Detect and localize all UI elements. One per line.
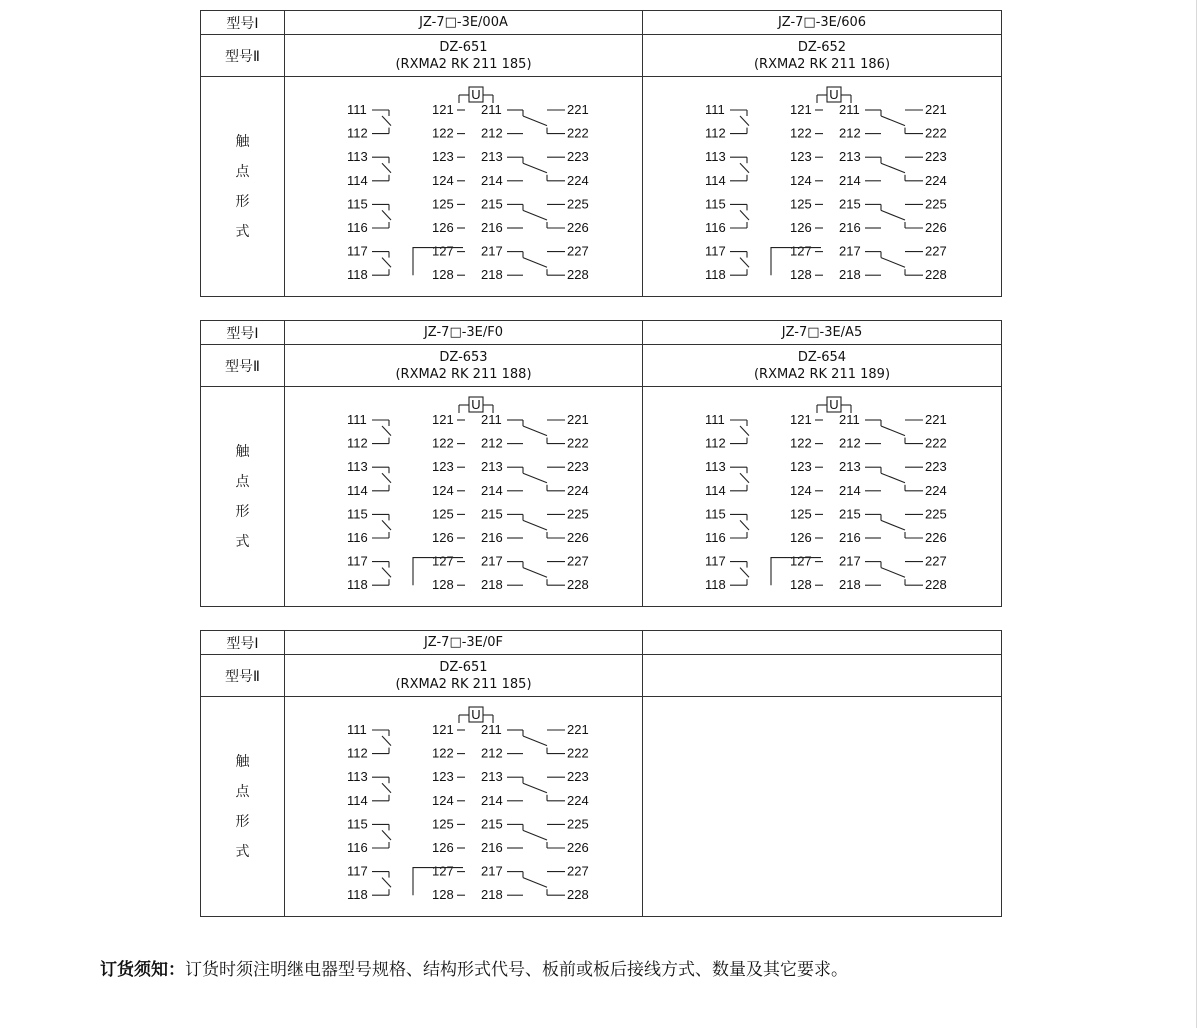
- terminal-label: 115: [705, 196, 726, 212]
- terminal-label: 216: [481, 840, 503, 855]
- type2-reference: (RXMA2 RK 211 189): [753, 366, 891, 382]
- contact-wire: [523, 878, 547, 888]
- contact-wire: [382, 878, 391, 888]
- terminal-label: 227: [925, 553, 947, 569]
- terminal-label: 124: [432, 482, 454, 498]
- contact-wire: [740, 473, 749, 483]
- contact-wire: [740, 210, 749, 220]
- terminal-label: 126: [432, 530, 454, 545]
- terminal-label: 114: [347, 172, 368, 188]
- contact-form-char: 式: [235, 223, 250, 240]
- terminal-label: 211: [481, 412, 502, 427]
- terminal-label: 222: [567, 125, 589, 141]
- contact-wire: [382, 473, 391, 483]
- terminal-label: 114: [347, 792, 368, 808]
- terminal-label: 214: [481, 172, 503, 188]
- terminal-label: 222: [925, 125, 947, 141]
- spec-table-1: [200, 10, 1002, 297]
- type1-label: 型号Ⅰ: [201, 321, 285, 345]
- terminal-label: 112: [347, 125, 368, 141]
- contact-form-label: [201, 387, 285, 607]
- type2-row: [201, 35, 1002, 77]
- terminal-label: 221: [925, 412, 947, 427]
- terminal-label: 121: [790, 412, 812, 427]
- terminal-label: 216: [481, 530, 503, 545]
- contact-wire: [382, 520, 391, 530]
- contact-wire: [523, 473, 547, 483]
- contact-wire: [382, 568, 391, 578]
- terminal-label: 118: [347, 267, 368, 283]
- contact-diagram: [285, 697, 643, 916]
- contact-diagram: [285, 387, 643, 606]
- terminal-label: 218: [481, 887, 503, 903]
- contact-wire: [740, 568, 749, 578]
- terminal-label: 216: [839, 220, 861, 235]
- terminal-label: 113: [705, 459, 726, 475]
- terminal-label: 226: [925, 220, 947, 235]
- type1-label: 型号Ⅰ: [201, 11, 285, 35]
- terminal-label: 115: [347, 816, 368, 832]
- type2-row: [201, 655, 1002, 697]
- terminal-label: 218: [839, 267, 861, 283]
- type2-value-right: [643, 35, 1002, 77]
- type2-model: DZ-651: [439, 39, 488, 55]
- contact-wire: [382, 116, 391, 126]
- contact-form-char: 形: [235, 813, 250, 830]
- terminal-label: 228: [567, 577, 589, 593]
- terminal-label: 124: [790, 172, 812, 188]
- contact-form-char: 触: [235, 753, 250, 770]
- terminal-label: 122: [432, 745, 454, 761]
- terminal-label: 116: [705, 220, 726, 235]
- terminal-label: 122: [432, 125, 454, 141]
- contact-wire: [881, 520, 905, 530]
- terminal-label: 111: [705, 412, 725, 427]
- type1-row: [201, 321, 1002, 345]
- terminal-label: 225: [925, 196, 947, 212]
- terminal-label: 227: [567, 243, 589, 259]
- terminal-label: 128: [432, 887, 454, 903]
- terminal-label: 222: [567, 435, 589, 451]
- contact-wire: [881, 258, 905, 268]
- terminal-label: 127: [432, 243, 454, 259]
- terminal-label: 124: [790, 482, 812, 498]
- terminal-label: 117: [347, 243, 368, 259]
- type2-model: DZ-651: [439, 659, 488, 675]
- type1-label: 型号Ⅰ: [201, 631, 285, 655]
- terminal-label: 226: [567, 220, 589, 235]
- type2-value-left: [285, 345, 643, 387]
- terminal-label: 222: [567, 745, 589, 761]
- terminal-label: 225: [567, 816, 589, 832]
- terminal-label: 123: [790, 149, 812, 165]
- terminal-label: 212: [481, 745, 503, 761]
- contact-wire: [523, 520, 547, 530]
- terminal-label: 213: [481, 459, 503, 475]
- terminal-label: 124: [432, 172, 454, 188]
- terminal-label: 223: [567, 459, 589, 475]
- terminal-label: 212: [839, 125, 861, 141]
- contact-diagram-cell-left: [285, 77, 643, 297]
- contact-form-char: 点: [235, 163, 250, 180]
- terminal-label: 112: [705, 435, 726, 451]
- type2-model: DZ-653: [439, 349, 488, 365]
- contact-wire: [523, 163, 547, 173]
- contact-wire: [881, 210, 905, 220]
- terminal-label: 215: [481, 506, 503, 522]
- terminal-label: 127: [432, 553, 454, 569]
- terminal-label: 226: [925, 530, 947, 545]
- terminal-label: 216: [839, 530, 861, 545]
- terminal-label: 113: [347, 459, 368, 475]
- terminal-label: 111: [347, 722, 367, 737]
- terminal-label: 224: [567, 792, 589, 808]
- spec-table-3: [200, 630, 1002, 917]
- terminal-label: 213: [481, 769, 503, 785]
- contact-form-char: 式: [235, 533, 250, 550]
- terminal-label: 123: [432, 459, 454, 475]
- terminal-label: 217: [481, 243, 503, 259]
- type2-model: DZ-652: [797, 39, 847, 55]
- terminal-label: 123: [432, 149, 454, 165]
- type1-value-right: JZ-7□-3E/A5: [643, 321, 1002, 345]
- type1-row: [201, 631, 1002, 655]
- terminal-label: 121: [432, 412, 454, 427]
- terminal-label: 123: [790, 459, 812, 475]
- terminal-label: 128: [790, 267, 812, 283]
- contact-wire: [382, 210, 391, 220]
- terminal-label: 126: [432, 840, 454, 855]
- order-notice-title: 订货须知：: [100, 960, 185, 980]
- terminal-label: 215: [481, 816, 503, 832]
- contact-diagram: [643, 77, 1001, 296]
- terminal-label: 112: [347, 435, 368, 451]
- type1-value-right: [643, 631, 1002, 655]
- type1-value-left: JZ-7□-3E/F0: [285, 321, 643, 345]
- type2-row: [201, 345, 1002, 387]
- terminal-label: 211: [481, 102, 502, 117]
- terminal-label: 121: [432, 722, 454, 737]
- coil-label: U: [471, 707, 481, 722]
- terminal-label: 224: [567, 482, 589, 498]
- terminal-label: 215: [481, 196, 503, 212]
- terminal-label: 128: [432, 577, 454, 593]
- contact-wire: [523, 116, 547, 126]
- terminal-label: 125: [790, 506, 812, 522]
- terminal-label: 221: [567, 412, 589, 427]
- terminal-label: 127: [790, 553, 812, 569]
- terminal-label: 218: [481, 577, 503, 593]
- terminal-label: 111: [705, 102, 725, 117]
- coil-label: U: [829, 87, 839, 102]
- terminal-label: 212: [481, 125, 503, 141]
- contact-form-char: 触: [235, 133, 250, 150]
- terminal-label: 128: [790, 577, 812, 593]
- coil-label: U: [471, 397, 481, 412]
- terminal-label: 124: [432, 792, 454, 808]
- terminal-label: 116: [347, 840, 368, 855]
- terminal-label: 116: [347, 220, 368, 235]
- terminal-label: 217: [839, 243, 861, 259]
- terminal-label: 112: [705, 125, 726, 141]
- terminal-label: 111: [347, 412, 367, 427]
- terminal-label: 213: [839, 149, 861, 165]
- terminal-label: 121: [790, 102, 812, 117]
- contact-wire: [740, 116, 749, 126]
- coil-label: U: [829, 397, 839, 412]
- terminal-label: 115: [705, 506, 726, 522]
- terminal-label: 115: [347, 196, 368, 212]
- terminal-label: 114: [347, 482, 368, 498]
- contact-wire: [382, 783, 391, 793]
- contact-diagram-cell-right: [643, 77, 1002, 297]
- contact-wire: [382, 426, 391, 436]
- terminal-label: 214: [839, 172, 861, 188]
- contact-form-row: [201, 387, 1002, 607]
- terminal-label: 215: [839, 506, 861, 522]
- contact-diagram-cell-right: [643, 387, 1002, 607]
- contact-wire: [382, 830, 391, 840]
- terminal-label: 118: [705, 577, 726, 593]
- terminal-label: 223: [567, 149, 589, 165]
- terminal-label: 225: [567, 506, 589, 522]
- type2-label: 型号Ⅱ: [201, 655, 285, 697]
- contact-wire: [382, 258, 391, 268]
- contact-wire: [523, 210, 547, 220]
- terminal-label: 223: [925, 149, 947, 165]
- contact-form-row: [201, 77, 1002, 297]
- terminal-label: 117: [705, 243, 726, 259]
- terminal-label: 116: [705, 530, 726, 545]
- contact-wire: [881, 473, 905, 483]
- contact-wire: [523, 568, 547, 578]
- contact-form-char: 形: [235, 503, 250, 520]
- terminal-label: 214: [481, 482, 503, 498]
- terminal-label: 122: [432, 435, 454, 451]
- type1-value-left: JZ-7□-3E/0F: [285, 631, 643, 655]
- terminal-label: 126: [790, 530, 812, 545]
- contact-wire: [740, 426, 749, 436]
- contact-form-label: [201, 697, 285, 917]
- terminal-label: 125: [432, 196, 454, 212]
- order-notice: [100, 955, 848, 980]
- terminal-label: 212: [481, 435, 503, 451]
- terminal-label: 221: [925, 102, 947, 117]
- terminal-label: 127: [790, 243, 812, 259]
- terminal-label: 214: [481, 792, 503, 808]
- terminal-label: 223: [925, 459, 947, 475]
- contact-wire: [523, 830, 547, 840]
- terminal-label: 117: [347, 863, 368, 879]
- terminal-label: 125: [432, 816, 454, 832]
- terminal-label: 217: [481, 553, 503, 569]
- contact-diagram-cell-left: [285, 697, 643, 917]
- type2-reference: (RXMA2 RK 211 188): [395, 366, 532, 382]
- terminal-label: 125: [432, 506, 454, 522]
- contact-wire: [382, 163, 391, 173]
- contact-wire: [740, 258, 749, 268]
- terminal-label: 217: [839, 553, 861, 569]
- contact-diagram: [643, 387, 1001, 606]
- terminal-label: 211: [839, 102, 860, 117]
- terminal-label: 117: [347, 553, 368, 569]
- terminal-label: 218: [839, 577, 861, 593]
- terminal-label: 222: [925, 435, 947, 451]
- contact-wire: [382, 736, 391, 746]
- contact-form-char: 点: [235, 473, 250, 490]
- type2-label: 型号Ⅱ: [201, 345, 285, 387]
- contact-diagram-cell-left: [285, 387, 643, 607]
- terminal-label: 211: [481, 722, 502, 737]
- terminal-label: 216: [481, 220, 503, 235]
- contact-wire: [881, 426, 905, 436]
- terminal-label: 115: [347, 506, 368, 522]
- terminal-label: 125: [790, 196, 812, 212]
- type2-reference: (RXMA2 RK 211 186): [753, 56, 891, 72]
- type1-value-right: JZ-7□-3E/606: [643, 11, 1002, 35]
- contact-wire: [881, 116, 905, 126]
- coil-label: U: [471, 87, 481, 102]
- type1-value-left: JZ-7□-3E/00A: [285, 11, 643, 35]
- terminal-label: 118: [347, 887, 368, 903]
- type2-label: 型号Ⅱ: [201, 35, 285, 77]
- type2-reference: (RXMA2 RK 211 185): [395, 56, 532, 72]
- page-edge-rule: [1196, 0, 1197, 1028]
- contact-wire: [523, 736, 547, 746]
- contact-form-char: 点: [235, 783, 250, 800]
- terminal-label: 113: [347, 149, 368, 165]
- terminal-label: 122: [790, 435, 812, 451]
- terminal-label: 228: [567, 267, 589, 283]
- terminal-label: 224: [925, 172, 947, 188]
- terminal-label: 214: [839, 482, 861, 498]
- terminal-label: 112: [347, 745, 368, 761]
- type2-value-left: [285, 35, 643, 77]
- contact-wire: [523, 783, 547, 793]
- terminal-label: 213: [839, 459, 861, 475]
- terminal-label: 128: [432, 267, 454, 283]
- terminal-label: 227: [925, 243, 947, 259]
- order-notice-text: 订货时须注明继电器型号规格、结构形式代号、板前或板后接线方式、数量及其它要求。: [185, 960, 848, 980]
- terminal-label: 218: [481, 267, 503, 283]
- terminal-label: 114: [705, 172, 726, 188]
- terminal-label: 224: [567, 172, 589, 188]
- terminal-label: 217: [481, 863, 503, 879]
- contact-form-char: 触: [235, 443, 250, 460]
- terminal-label: 114: [705, 482, 726, 498]
- terminal-label: 224: [925, 482, 947, 498]
- contact-form-char: 形: [235, 193, 250, 210]
- terminal-label: 123: [432, 769, 454, 785]
- terminal-label: 227: [567, 863, 589, 879]
- terminal-label: 117: [705, 553, 726, 569]
- contact-wire: [523, 258, 547, 268]
- terminal-label: 225: [567, 196, 589, 212]
- contact-wire: [740, 163, 749, 173]
- terminal-label: 111: [347, 102, 367, 117]
- terminal-label: 116: [347, 530, 368, 545]
- terminal-label: 227: [567, 553, 589, 569]
- terminal-label: 221: [567, 102, 589, 117]
- contact-wire: [523, 426, 547, 436]
- terminal-label: 228: [925, 577, 947, 593]
- type2-value-left: [285, 655, 643, 697]
- terminal-label: 228: [567, 887, 589, 903]
- contact-wire: [881, 163, 905, 173]
- terminal-label: 127: [432, 863, 454, 879]
- contact-form-label: [201, 77, 285, 297]
- terminal-label: 223: [567, 769, 589, 785]
- terminal-label: 225: [925, 506, 947, 522]
- terminal-label: 212: [839, 435, 861, 451]
- terminal-label: 121: [432, 102, 454, 117]
- terminal-label: 126: [790, 220, 812, 235]
- terminal-label: 226: [567, 530, 589, 545]
- contact-diagram: [285, 77, 643, 296]
- terminal-label: 122: [790, 125, 812, 141]
- terminal-label: 226: [567, 840, 589, 855]
- spec-table-2: [200, 320, 1002, 607]
- contact-diagram-cell-right-empty: [643, 697, 1002, 917]
- terminal-label: 215: [839, 196, 861, 212]
- contact-wire: [881, 568, 905, 578]
- terminal-label: 213: [481, 149, 503, 165]
- terminal-label: 221: [567, 722, 589, 737]
- type2-value-right: [643, 345, 1002, 387]
- terminal-label: 118: [347, 577, 368, 593]
- terminal-label: 228: [925, 267, 947, 283]
- type2-value-right: [643, 655, 1002, 697]
- contact-wire: [740, 520, 749, 530]
- terminal-label: 113: [705, 149, 726, 165]
- contact-form-row: [201, 697, 1002, 917]
- terminal-label: 126: [432, 220, 454, 235]
- contact-form-char: 式: [235, 843, 250, 860]
- type2-reference: (RXMA2 RK 211 185): [395, 676, 532, 692]
- type2-model: DZ-654: [797, 349, 847, 365]
- terminal-label: 211: [839, 412, 860, 427]
- terminal-label: 118: [705, 267, 726, 283]
- terminal-label: 113: [347, 769, 368, 785]
- type1-row: [201, 11, 1002, 35]
